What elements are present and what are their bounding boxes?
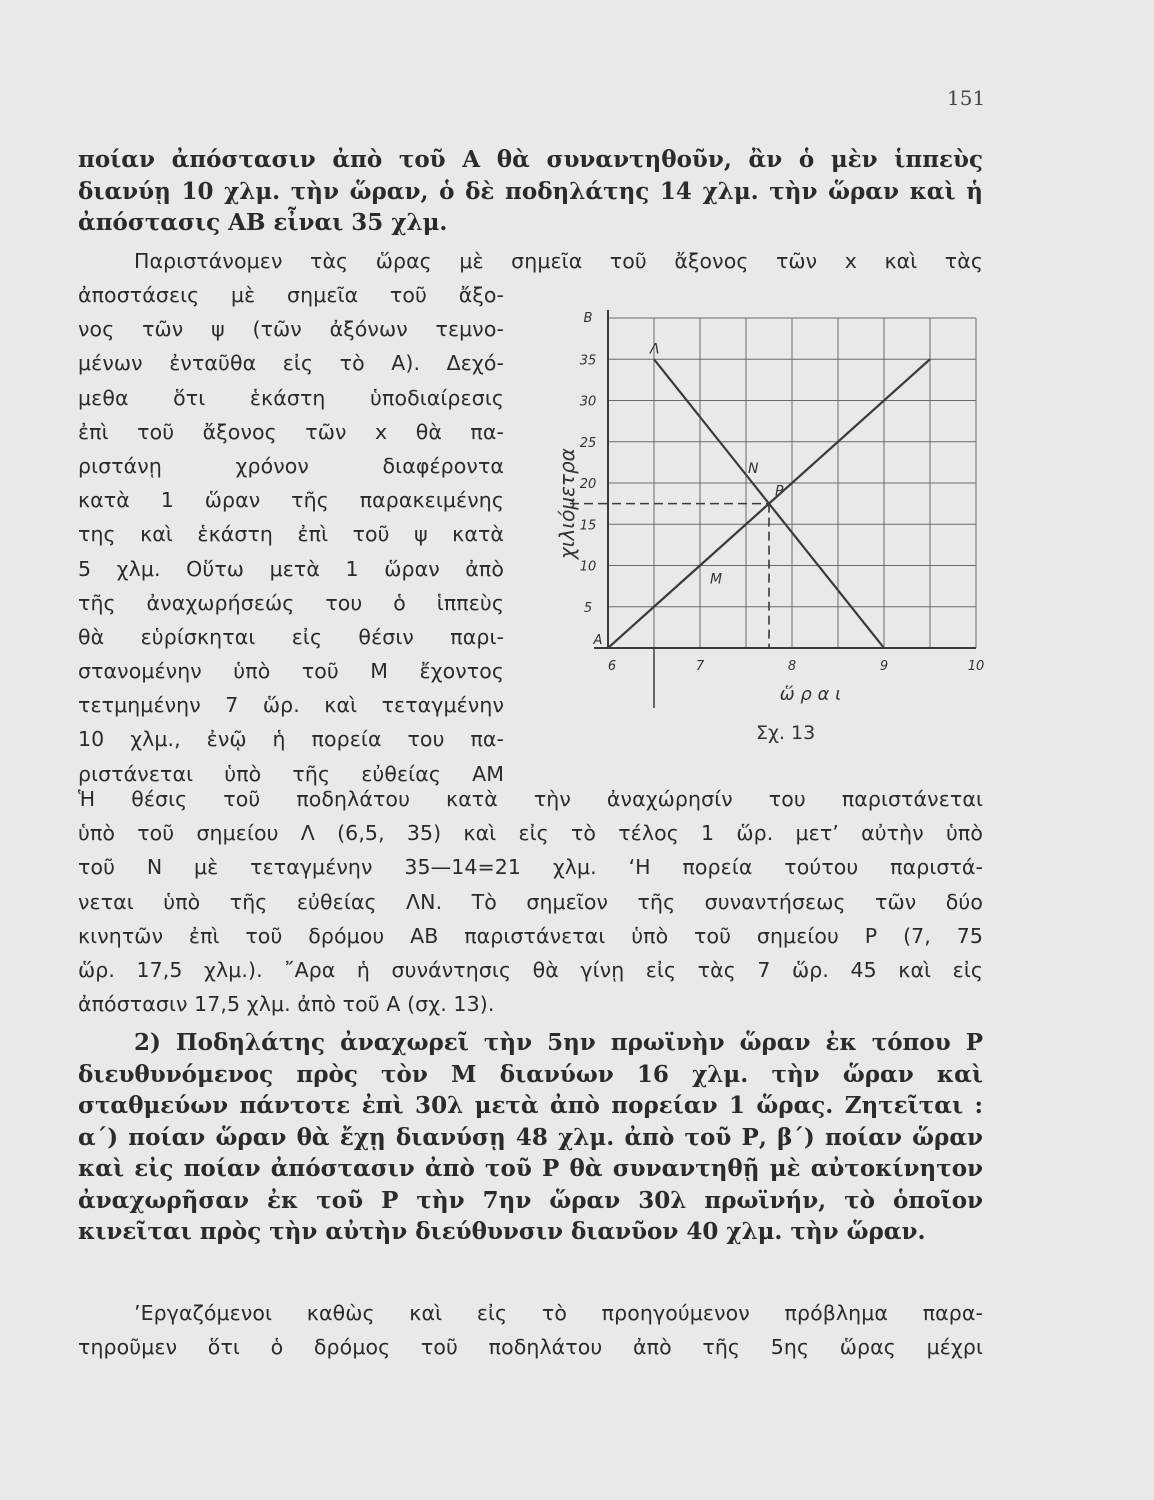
y-tick-label: 5 [583,600,593,616]
text-line: στανομένην ὑπὸ τοῦ Μ ἔχοντος [78,659,504,684]
text-line: μεθα ὅτι ἑκάστη ὑποδιαίρεσις [78,385,504,410]
text-line: 5 χλμ. Οὕτω μετὰ 1 ὥραν ἀπὸ [78,556,504,581]
x-tick-label: 8 [787,659,797,674]
y-axis-label: χιλιόμετρα [555,448,579,560]
text-line: ἀπόστασιν 17,5 χλμ. ἀπὸ τοῦ Α (σχ. 13). [78,992,495,1017]
point-label-p: Ρ [775,483,784,500]
text-line: τῆς ἀναχωρήσεώς του ὁ ἱππεὺς [78,590,504,615]
point-label-n: Ν [748,460,759,477]
y-axis-top-label: Β [583,311,593,326]
problem-paragraph-1: ποίαν ἀπόστασιν ἀπὸ τοῦ Α θὰ συναντηθοῦν, ἂν ὁ μὲν ἱππεὺς διανύῃ 10 χλμ. τὴν ὥραν, ὁ δὲ ποδηλάτης 14 χλμ. τὴν ὥραν καὶ ἡ ἀπόστασις ΑΒ εἶναι 35 χλμ. [78,146,983,236]
text-line: ριστάνεται ὑπὸ τῆς εὐθείας ΑΜ [78,761,504,786]
text-line: νος τῶν ψ (τῶν ἀξόνων τεμνο- [78,317,504,342]
text-line: ὥρ. 17,5 χλμ.). ῎Αρα ἡ συνάντησις θὰ γίνῃ εἰς τὰς 7 ὥρ. 45 καὶ εἰς [78,957,983,982]
text-line: ριστάνῃ χρόνον διαφέροντα [78,453,504,478]
text-line: τοῦ Ν μὲ τεταγμένην 35—14=21 χλμ. ‘Η πορεία τούτου παριστά- [78,855,983,880]
y-tick-label: 15 [579,518,597,534]
figure-13 [548,308,988,748]
y-tick-label: 25 [579,435,597,451]
text-line: τηροῦμεν ὅτι ὁ δρόμος τοῦ ποδηλάτου ἀπὸ τῆς 5ης ὥρας μέχρι [78,1335,983,1360]
explanation-column [78,278,504,791]
text-line: θὰ εὑρίσκηται εἰς θέσιν παρι- [78,624,504,649]
distance-time-graph [548,308,988,748]
y-tick-label: 10 [579,559,597,575]
text-line: ἀποστάσεις μὲ σημεῖα τοῦ ἄξο- [78,283,504,307]
text-line: ὑπὸ τοῦ σημείου Λ (6,5, 35) καὶ εἰς τὸ τέλος 1 ὥρ. μετ’ αὐτὴν ὑπὸ [78,821,983,846]
y-tick-label: 20 [579,477,597,492]
figure-caption: Σχ. 13 [756,722,816,744]
text-line: κατὰ 1 ὥραν τῆς παρακειμένης [78,488,504,513]
text-line: τετμημένην 7 ὥρ. καὶ τεταγμένην [78,693,504,718]
text-line: 10 χλμ., ἐνῷ ἡ πορεία του πα- [78,727,504,752]
x-tick-label: 10 [967,659,985,674]
text-line: της καὶ ἑκάστη ἐπὶ τοῦ ψ κατὰ [78,522,504,547]
text-line: Ἡ θέσις τοῦ ποδηλάτου κατὰ τὴν ἀναχώρησίν του παριστάνεται [78,787,983,811]
explanation-paragraph-3 [78,782,983,1021]
x-tick-label: 6 [607,659,617,674]
text-line: μένων ἐνταῦθα εἰς τὸ Α). Δεχό- [78,351,504,376]
text-line: ’Εργαζόμενοι καθὼς καὶ εἰς τὸ προηγούμενον πρόβλημα παρα- [134,1301,983,1325]
text-line: κινητῶν ἐπὶ τοῦ δρόμου ΑΒ παριστάνεται ὑπὸ τοῦ σημείου Ρ (7, 75 [78,923,983,948]
y-tick-label: 30 [579,394,597,410]
explanation-paragraph-6 [78,1296,983,1364]
x-tick-label: 9 [879,659,889,674]
page-number: 151 [947,86,986,110]
point-label-m: Μ [710,571,723,588]
explanation-first-line [78,244,983,278]
text-line: ἐπὶ τοῦ ἄξονος τῶν x θὰ πα- [78,419,504,444]
x-tick-label: 7 [695,659,705,674]
problem-paragraph-2: 2) Ποδηλάτης ἀναχωρεῖ τὴν 5ην πρωϊνὴν ὥραν ἐκ τόπου Ρ διευθυνόμενος πρὸς τὸν Μ διανύων 16 χλμ. τὴν ὥραν καὶ σταθμεύων πάντοτε ἐπὶ 30λ μετὰ ἀπὸ πορείαν 1 ὥρας. Ζητεῖται : α΄) ποίαν ὥραν θὰ ἔχῃ διανύσῃ 48 χλμ. ἀπὸ τοῦ Ρ, β΄) ποίαν ὥραν καὶ εἰς ποίαν ἀπόστασιν ἀπὸ τοῦ Ρ θὰ συναντηθῇ μὲ αὐτοκίνητον ἀναχωρῆσαν ἐκ τοῦ Ρ τὴν 7ην ὥραν 30λ πρωϊνήν, τὸ ὁποῖον κινεῖται πρὸς τὴν αὐτὴν διεύθυνσιν διανῦον 40 χλμ. τὴν ὥραν. [78,1029,983,1245]
text-line: Παριστάνομεν τὰς ὥρας μὲ σημεῖα τοῦ ἄξονος τῶν x καὶ τὰς [134,249,983,273]
origin-label: Α [593,633,603,648]
x-axis-label: ὥ ρ α ι [779,684,842,705]
y-tick-label: 35 [579,353,597,369]
text-line: νεται ὑπὸ τῆς εὐθείας ΛΝ. Τὸ σημεῖον τῆς συναντήσεως τῶν δύο [78,889,983,914]
point-label-lambda: Λ [650,341,660,358]
